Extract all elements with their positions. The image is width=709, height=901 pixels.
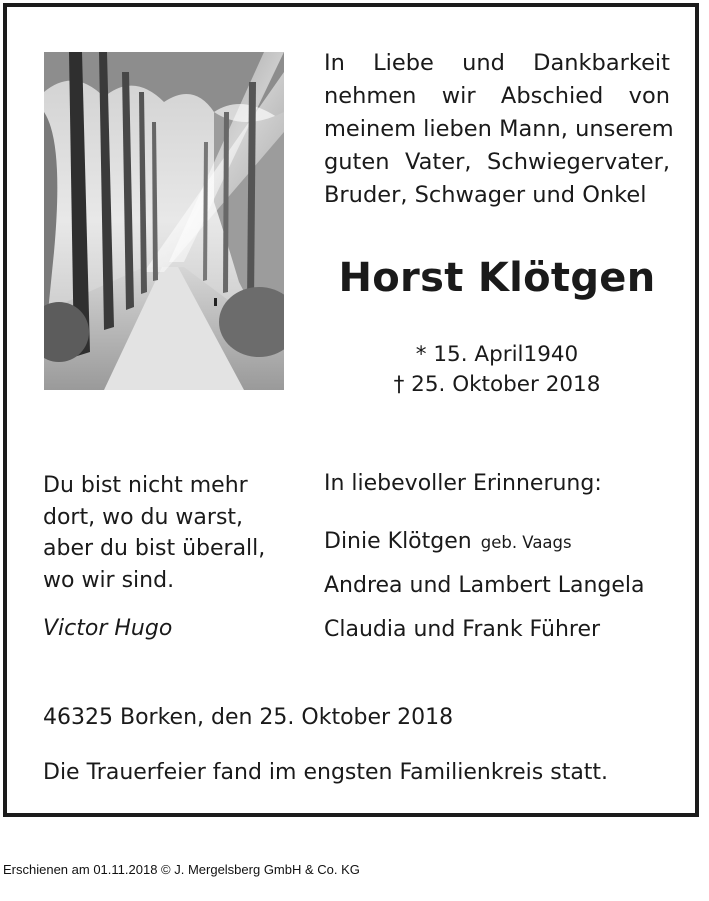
intro-line: meinem lieben Mann, unserem [324,116,674,142]
poem-author: Victor Hugo [43,616,173,641]
poem-line: aber du bist überall, [43,536,266,561]
intro-text [324,47,674,212]
poem-line: wo wir sind. [43,567,175,593]
funeral-note: Die Trauerfeier fand im engsten Familienkreis statt. [43,760,609,785]
obituary-card [3,3,699,817]
family-member [324,617,600,642]
family-member-name: Dinie Klötgen [324,529,472,554]
intro-line: nehmen wir Abschied von [324,83,670,109]
poem [43,470,313,596]
place-and-date: 46325 Borken, den 25. Oktober 2018 [43,705,454,730]
forest-path-photo [44,52,284,390]
birth-date: * 15. April1940 [415,342,579,367]
family-member-suffix: geb. Vaags [480,533,572,552]
family-member-name: Claudia und Frank Führer [324,617,601,642]
life-dates [307,340,687,400]
memory-heading: In liebevoller Erinnerung: [324,471,602,496]
family-member [324,573,644,598]
poem-line: dort, wo du warst, [43,504,244,530]
intro-line: In Liebe und Dankbarkeit [324,50,670,76]
forest-path-image [44,52,284,390]
intro-line: Bruder, Schwager und Onkel [324,182,647,208]
family-member-name: Andrea und Lambert Langela [324,573,645,598]
poem-line: Du bist nicht mehr [43,473,248,498]
family-member [324,529,572,554]
publication-footer: Erschienen am 01.11.2018 © J. Mergelsberg GmbH & Co. KG [3,862,360,877]
intro-line: guten Vater, Schwiegervater, [324,149,670,175]
death-date: † 25. Oktober 2018 [393,372,601,397]
deceased-name: Horst Klötgen [338,255,656,301]
